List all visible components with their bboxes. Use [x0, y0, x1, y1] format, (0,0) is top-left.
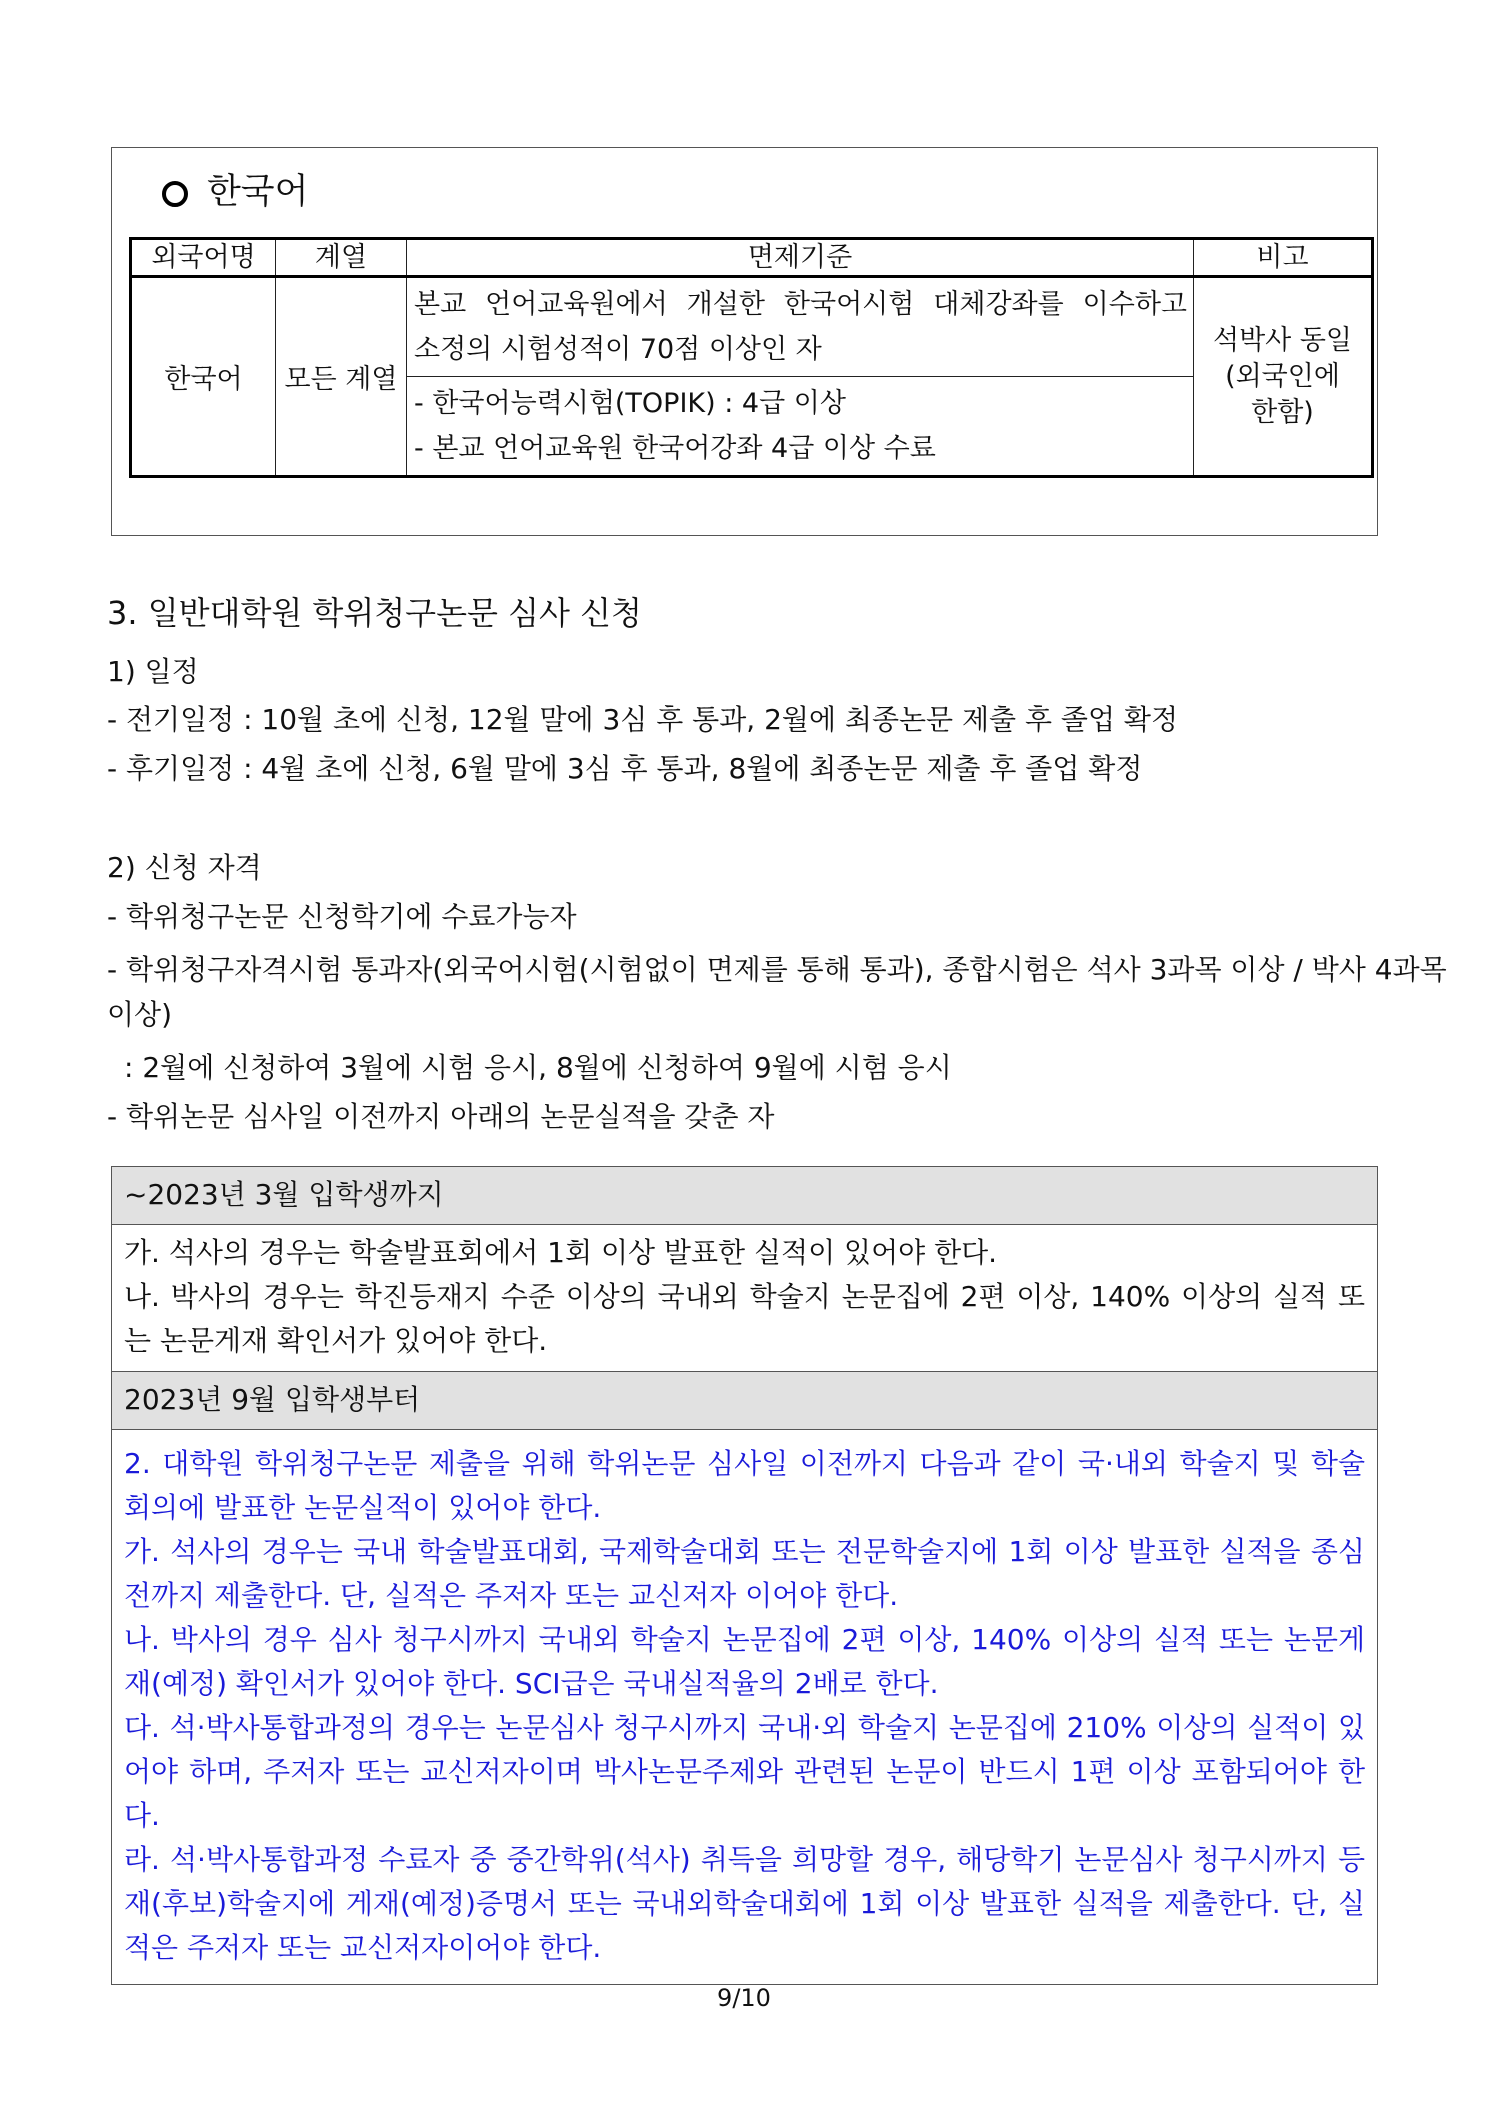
requirement-line: 나. 박사의 경우는 학진등재지 수준 이상의 국내외 학술지 논문집에 2편 이상, 140% 이상의 실적 또	[124, 1280, 1365, 1313]
requirements-header-before: ~2023년 3월 입학생까지	[112, 1167, 1377, 1225]
requirement-line: 는 논문게재 확인서가 있어야 한다.	[124, 1324, 548, 1357]
requirement-line: 가. 석사의 경우는 국내 학술발표대회, 국제학술대회 또는 전문학술지에 1회 이상 발표한 실적을 종심	[124, 1535, 1365, 1568]
cell-field: 모든 계열	[276, 277, 407, 477]
eligibility-item: 이상)	[107, 998, 173, 1031]
requirements-header-after: 2023년 9월 입학생부터	[112, 1372, 1377, 1430]
requirement-line: 2. 대학원 학위청구논문 제출을 위해 학위논문 심사일 이전까지 다음과 같이 국·내외 학술지 및 학술	[124, 1447, 1365, 1480]
page-number: 9/10	[717, 1984, 771, 2012]
eligibility-item: - 학위청구자격시험 통과자(외국어시험(시험없이 면제를 통해 통과), 종합시험은 석사 3과목 이상 / 박사 4과목	[107, 953, 1447, 986]
section-heading: 한국어	[207, 172, 309, 212]
eligibility-item: : 2월에 신청하여 3월에 시험 응시, 8월에 신청하여 9월에 시험 응시	[124, 1051, 952, 1084]
schedule-title: 1) 일정	[107, 655, 199, 688]
requirement-line: 라. 석·박사통합과정 수료자 중 중간학위(석사) 취득을 희망할 경우, 해당학기 논문심사 청구시까지 등	[124, 1843, 1365, 1876]
requirement-line: 가. 석사의 경우는 학술발표회에서 1회 이상 발표한 실적이 있어야 한다.	[124, 1236, 998, 1269]
requirement-line: 적은 주저자 또는 교신저자이어야 한다.	[124, 1931, 602, 1964]
requirement-line: 어야 하며, 주저자 또는 교신저자이며 박사논문주제와 관련된 논문이 반드시 1편 이상 포함되어야 한	[124, 1755, 1365, 1788]
table-header-row	[131, 239, 1373, 277]
eligibility-item: - 학위청구논문 신청학기에 수료가능자	[107, 900, 577, 933]
cell-language: 한국어	[131, 277, 276, 477]
requirement-line: 재(예정) 확인서가 있어야 한다. SCI급은 국내실적율의 2배로 한다.	[124, 1667, 939, 1700]
remark-line: 석박사 동일	[1213, 324, 1352, 356]
table-row	[131, 277, 1373, 377]
header-criteria: 면제기준	[407, 239, 1194, 277]
header-field: 계열	[276, 239, 407, 277]
requirement-line: 나. 박사의 경우 심사 청구시까지 국내외 학술지 논문집에 2편 이상, 140% 이상의 실적 또는 논문게	[124, 1623, 1365, 1656]
eligibility-title: 2) 신청 자격	[107, 851, 262, 884]
requirement-line: 회의에 발표한 논문실적이 있어야 한다.	[124, 1491, 602, 1524]
criteria-line: - 한국어능력시험(TOPIK) : 4급 이상	[414, 388, 846, 419]
eligibility-item: - 학위논문 심사일 이전까지 아래의 논문실적을 갖춘 자	[107, 1100, 775, 1133]
requirement-line: 다.	[124, 1799, 160, 1832]
requirements-body-after	[112, 1430, 1377, 1984]
requirement-line: 재(후보)학술지에 게재(예정)증명서 또는 국내외학술대회에 1회 이상 발표한 실적을 제출한다. 단, 실	[124, 1887, 1365, 1920]
header-remark: 비고	[1194, 239, 1373, 277]
cell-remark	[1194, 277, 1373, 477]
requirement-line: 다. 석·박사통합과정의 경우는 논문심사 청구시까지 국내·외 학술지 논문집에 210% 이상의 실적이 있	[124, 1711, 1365, 1744]
remark-line: 한함)	[1251, 396, 1314, 428]
criteria-line: 본교 언어교육원에서 개설한 한국어시험 대체강좌를 이수하고	[414, 289, 1187, 320]
criteria-line: 소정의 시험성적이 70점 이상인 자	[414, 334, 822, 365]
requirement-line: 전까지 제출한다. 단, 실적은 주저자 또는 교신저자 이어야 한다.	[124, 1579, 899, 1612]
exemption-table	[129, 237, 1374, 478]
cell-criteria-2	[407, 377, 1194, 477]
section-title: 3. 일반대학원 학위청구논문 심사 신청	[107, 594, 642, 632]
schedule-item: - 후기일정 : 4월 초에 신청, 6월 말에 3심 후 통과, 8월에 최종논문 제출 후 졸업 확정	[107, 752, 1143, 785]
schedule-item: - 전기일정 : 10월 초에 신청, 12월 말에 3심 후 통과, 2월에 최종논문 제출 후 졸업 확정	[107, 703, 1179, 736]
requirements-body-before	[112, 1225, 1377, 1372]
remark-line: (외국인에	[1225, 360, 1340, 392]
bullet-circle-icon	[162, 181, 188, 207]
requirements-table	[111, 1166, 1378, 1985]
header-language: 외국어명	[131, 239, 276, 277]
cell-criteria-1	[407, 277, 1194, 377]
criteria-line: - 본교 언어교육원 한국어강좌 4급 이상 수료	[414, 433, 936, 464]
